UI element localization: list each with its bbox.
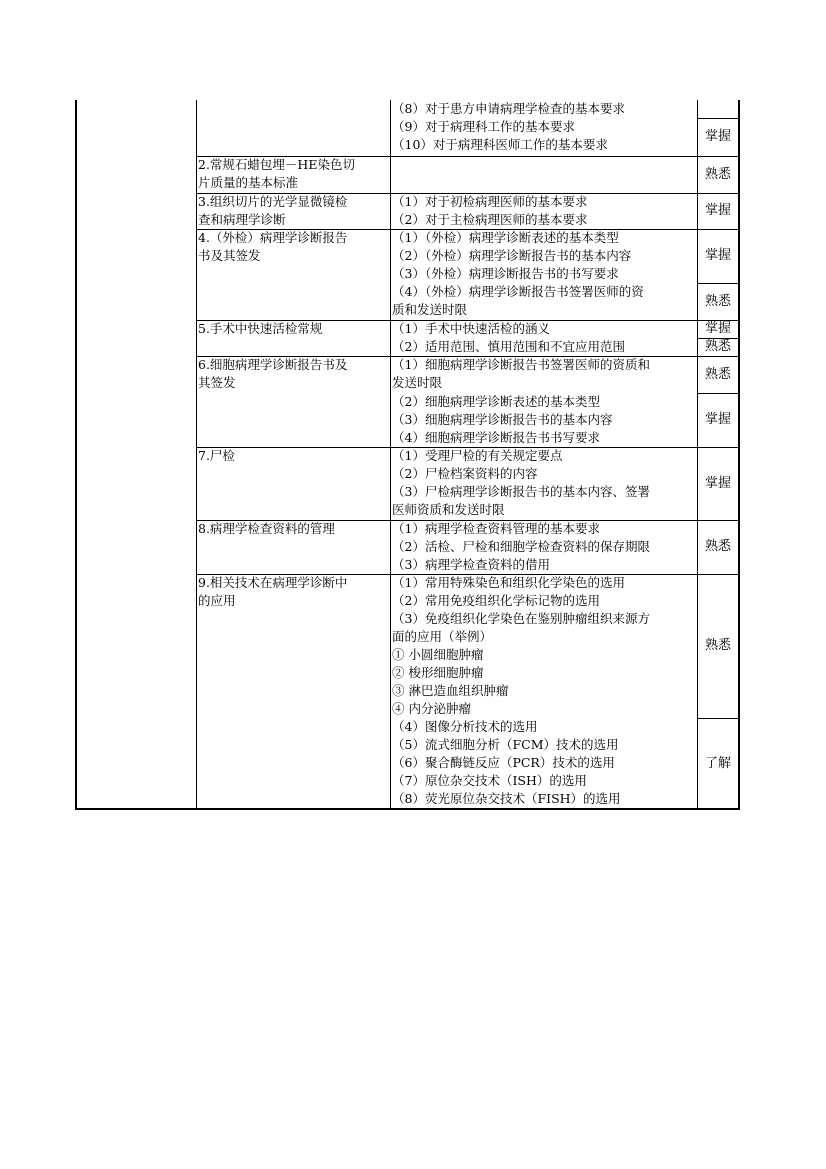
table-border xyxy=(697,393,739,394)
topic-line: 8.病理学检查资料的管理 xyxy=(198,521,335,536)
item-line: （1）细胞病理学诊断报告书签署医师的资质和 xyxy=(392,357,650,372)
table-border xyxy=(75,100,77,809)
topic-line: 7.尸检 xyxy=(198,448,235,463)
item-line: （5）流式细胞分析（FCM）技术的选用 xyxy=(392,737,619,752)
table-border xyxy=(75,808,740,810)
item-line: （4）细胞病理学诊断报告书书写要求 xyxy=(392,430,600,445)
mastery-level: 熟悉 xyxy=(704,638,731,653)
table-border xyxy=(697,283,739,284)
item-line: （3）免疫组织化学染色在鉴别肿瘤组织来源方 xyxy=(392,611,650,626)
item-line: （6）聚合酶链反应（PCR）技术的选用 xyxy=(392,755,615,770)
topic-line: 其签发 xyxy=(198,375,236,390)
item-line: （1）病理学检查资料管理的基本要求 xyxy=(392,521,600,536)
mastery-level: 掌握 xyxy=(704,476,731,491)
topic-line: 查和病理学诊断 xyxy=(198,212,286,227)
mastery-level: 了解 xyxy=(704,756,731,771)
item-line: （2）常用免疫组织化学标记物的选用 xyxy=(392,593,600,608)
mastery-level: 掌握 xyxy=(704,412,731,427)
item-line: （4）（外检）病理学诊断报告书签署医师的资 xyxy=(392,284,644,299)
item-line: （2）适用范围、慎用范围和不宜应用范围 xyxy=(392,339,625,354)
item-line: ② 梭形细胞肿瘤 xyxy=(392,665,484,680)
item-line: （3）（外检）病理诊断报告书的书写要求 xyxy=(392,266,619,281)
topic-line: 2.常规石蜡包埋－HE染色切 xyxy=(198,157,355,172)
topic-line: 5.手术中快速活检常规 xyxy=(198,321,323,336)
item-line: （8）荧光原位杂交技术（FISH）的选用 xyxy=(392,791,621,806)
mastery-level: 熟悉 xyxy=(704,367,731,382)
item-line: （1）常用特殊染色和组织化学染色的选用 xyxy=(392,575,625,590)
topic-line: 书及其签发 xyxy=(198,248,261,263)
mastery-level: 掌握 xyxy=(704,129,731,144)
item-line: ③ 淋巴造血组织肿瘤 xyxy=(392,683,509,698)
item-line: （3）病理学检查资料的借用 xyxy=(392,557,550,572)
item-line: （2）尸检档案资料的内容 xyxy=(392,466,538,481)
item-line: 面的应用（举例） xyxy=(392,629,493,644)
item-line: （8）对于患方申请病理学检查的基本要求 xyxy=(392,101,625,116)
topic-line: 的应用 xyxy=(198,593,236,608)
mastery-level: 掌握 xyxy=(704,203,731,218)
table-border xyxy=(697,718,739,719)
item-line: （2）对于主检病理医师的基本要求 xyxy=(392,212,588,227)
topic-line: 9.相关技术在病理学诊断中 xyxy=(198,575,348,590)
table-border xyxy=(390,100,391,809)
table-border xyxy=(738,100,740,809)
item-line: （3）细胞病理学诊断报告书的基本内容 xyxy=(392,412,613,427)
topic-line: 3.组织切片的光学显微镜检 xyxy=(198,194,348,209)
mastery-level: 熟悉 xyxy=(704,339,731,354)
topic-line: 4.（外检）病理学诊断报告 xyxy=(198,230,348,245)
mastery-level: 熟悉 xyxy=(704,167,731,182)
item-line: 发送时限 xyxy=(392,375,443,390)
item-line: 医师资质和发送时限 xyxy=(392,502,505,517)
item-line: （7）原位杂交技术（ISH）的选用 xyxy=(392,773,587,788)
mastery-level: 熟悉 xyxy=(704,294,731,309)
item-line: ① 小圆细胞肿瘤 xyxy=(392,647,484,662)
item-line: （2）细胞病理学诊断表述的基本类型 xyxy=(392,394,600,409)
item-line: （2）（外检）病理学诊断报告书的基本内容 xyxy=(392,248,632,263)
item-line: （9）对于病理科工作的基本要求 xyxy=(392,119,575,134)
item-line: （1）手术中快速活检的涵义 xyxy=(392,321,550,336)
topic-line: 6.细胞病理学诊断报告书及 xyxy=(198,357,348,372)
item-line: （1）受理尸检的有关规定要点 xyxy=(392,448,563,463)
item-line: 质和发送时限 xyxy=(392,302,468,317)
mastery-level: 熟悉 xyxy=(704,539,731,554)
item-line: （2）活检、尸检和细胞学检查资料的保存期限 xyxy=(392,539,650,554)
item-line: （1）对于初检病理医师的基本要求 xyxy=(392,194,588,209)
mastery-level: 掌握 xyxy=(704,248,731,263)
item-line: （4）图像分析技术的选用 xyxy=(392,719,538,734)
table-border xyxy=(196,100,197,809)
item-line: （10）对于病理科医师工作的基本要求 xyxy=(392,137,608,152)
topic-line: 片质量的基本标准 xyxy=(198,175,299,190)
item-line: ④ 内分泌肿瘤 xyxy=(392,701,471,716)
table-border xyxy=(697,118,739,119)
item-line: （3）尸检病理学诊断报告书的基本内容、签署 xyxy=(392,484,650,499)
mastery-level: 掌握 xyxy=(704,321,731,336)
item-line: （1）（外检）病理学诊断表述的基本类型 xyxy=(392,230,619,245)
